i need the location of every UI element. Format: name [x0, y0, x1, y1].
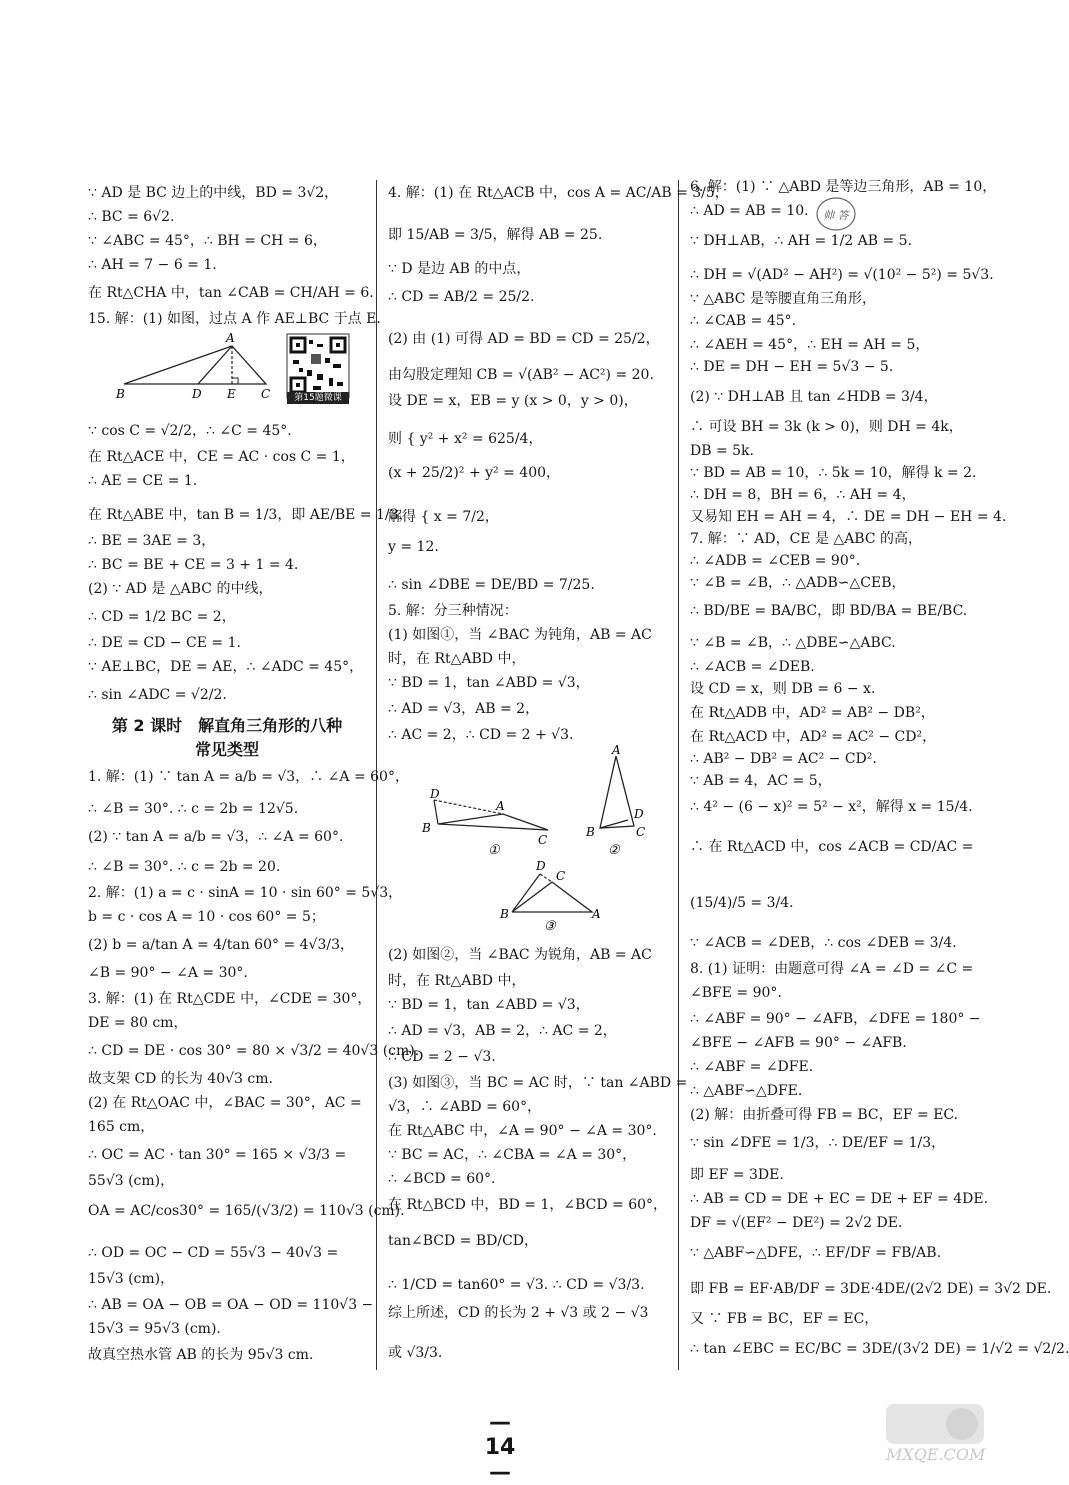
text-line: ∵ BD = 1，tan ∠ABD = √3，: [388, 675, 590, 691]
text-line: 即 EF = 3DE.: [690, 1167, 784, 1183]
text-line: ∴ CD = 1/2 BC = 2，: [88, 609, 236, 625]
text-line: √3，∴ ∠ABD = 60°，: [388, 1099, 542, 1115]
label-b: B: [500, 907, 509, 921]
text-line: 在 Rt△CHA 中，tan ∠CAB = CH/AH = 6.: [88, 285, 374, 301]
text-line: ∴ CD = AB/2 = 25/2.: [388, 289, 535, 305]
text-line: ∴ AB² − DB² = AC² − CD².: [690, 751, 877, 767]
watermark-text: MXQE.COM: [886, 1445, 986, 1464]
text-line: 165 cm，: [88, 1119, 155, 1135]
text-line: 时，在 Rt△ABD 中，: [388, 651, 526, 667]
text-line: 8. (1) 证明：由题意可得 ∠A = ∠D = ∠C =: [690, 961, 974, 977]
label-d: D: [192, 387, 202, 401]
qr-code-label: 第15题微课: [287, 392, 349, 404]
text-line: 在 Rt△ABE 中，tan B = 1/3，即 AE/BE = 1/3，: [88, 507, 413, 523]
label-d: D: [536, 859, 546, 873]
text-line: ∵ ∠ACB = ∠DEB，∴ cos ∠DEB = 3/4.: [690, 935, 957, 951]
text-line: (2) ∵ DH⊥AB 且 tan ∠HDB = 3/4，: [690, 389, 938, 405]
text-line: ∴ CD = DE · cos 30° = 80 × √3/2 = 40√3 (cm).: [88, 1043, 420, 1059]
text-line: 综上所述，CD 的长为 2 + √3 或 2 − √3: [388, 1305, 649, 1321]
text-line: ∴ OD = OC − CD = 55√3 − 40√3 =: [88, 1245, 339, 1261]
text-line: ∴ AH = 7 − 6 = 1.: [88, 257, 217, 273]
figure-problem-15: [108, 332, 278, 400]
text-line: (2) 解：由折叠可得 FB = BC，EF = EC.: [690, 1107, 959, 1123]
text-line: ∴ ∠ABF = ∠DFE.: [690, 1059, 814, 1075]
text-line: ∴ 可设 BH = 3k (k > 0)，则 DH = 4k，: [690, 419, 963, 435]
column-divider-2: [678, 180, 679, 1370]
text-line: 故真空热水管 AB 的长为 95√3 cm.: [88, 1347, 314, 1363]
text-line: (2) ∵ tan A = a/b = √3，∴ ∠A = 60°.: [88, 829, 344, 845]
text-line: ∴ AE = CE = 1.: [88, 473, 198, 489]
page-number: — 14 —: [484, 1410, 516, 1485]
text-line: ∴ BC = BE + CE = 3 + 1 = 4.: [88, 557, 299, 573]
text-line: 设 DE = x，EB = y (x > 0，y > 0)，: [388, 393, 638, 409]
text-line: ∵ sin ∠DFE = 1/3，∴ DE/EF = 1/3，: [690, 1135, 946, 1151]
text-line: (2) 由 (1) 可得 AD = BD = CD = 25/2，: [388, 331, 660, 347]
text-line: 在 Rt△ACD 中，AD² = AC² − CD²，: [690, 729, 937, 745]
text-line: ∵ ∠B = ∠B，∴ △DBE∽△ABC.: [690, 635, 896, 651]
stamp-text: 帅 答: [823, 209, 849, 222]
text-line: ∵ D 是边 AB 的中点，: [388, 261, 531, 277]
text-line: ∴ BE = 3AE = 3，: [88, 533, 216, 549]
text-line: 由勾股定理知 CB = √(AB² − AC²) = 20.: [388, 367, 654, 383]
text-line: 设 CD = x，则 DB = 6 − x.: [690, 681, 876, 697]
text-line: ∴ DH = √(AD² − AH²) = √(10² − 5²) = 5√3.: [690, 267, 994, 283]
text-line: ∴ ∠BCD = 60°.: [388, 1171, 496, 1187]
text-line: 在 Rt△ADB 中，AD² = AB² − DB²，: [690, 705, 935, 721]
text-line: ∴ ∠ADB = ∠CEB = 90°.: [690, 553, 861, 569]
text-line: ∴ OC = AC · tan 30° = 165 × √3/3 =: [88, 1147, 347, 1163]
text-line: ∴ DE = CD − CE = 1.: [88, 635, 241, 651]
text-line: 或 √3/3.: [388, 1345, 443, 1361]
text-line: ∵ BD = 1，tan ∠ABD = √3，: [388, 997, 590, 1013]
text-line: ∴ tan ∠EBC = EC/BC = 3DE/(3√2 DE) = 1/√2 = √2/2.: [690, 1341, 1069, 1357]
text-line: OA = AC/cos30° = 165/(√3/2) = 110√3 (cm).: [88, 1203, 405, 1219]
text-line: ∴ sin ∠DBE = DE/BD = 7/25.: [388, 577, 595, 593]
text-line: (2) ∵ AD 是 △ABC 的中线，: [88, 581, 273, 597]
text-line: ∴ ∠AEH = 45°，∴ EH = AH = 5，: [690, 337, 930, 353]
figure-caption-3: ③: [544, 919, 556, 934]
text-line: y = 12.: [388, 539, 439, 555]
label-a: A: [592, 907, 601, 921]
text-line: 15. 解：(1) 如图，过点 A 作 AE⊥BC 于点 E.: [88, 311, 381, 327]
label-d: D: [430, 787, 440, 801]
text-line: (3) 如图③，当 BC = AC 时，∵ tan ∠ABD =: [388, 1075, 688, 1091]
text-line: ∴ AB = CD = DE + EC = DE + EF = 4DE.: [690, 1191, 989, 1207]
text-line: ∴ 4² − (6 − x)² = 5² − x²，解得 x = 15/4.: [690, 799, 973, 815]
text-line: 即 FB = EF·AB/DF = 3DE·4DE/(2√2 DE) = 3√2 DE.: [690, 1281, 1052, 1297]
text-line: ∴ sin ∠ADC = √2/2.: [88, 687, 227, 703]
label-b: B: [586, 825, 595, 839]
figure-caption-1: ①: [488, 843, 500, 858]
text-line: (2) 如图②，当 ∠BAC 为锐角，AB = AC: [388, 947, 652, 963]
text-line: 15√3 (cm)，: [88, 1271, 175, 1287]
label-c: C: [261, 387, 271, 401]
text-line: ∴ AB = OA − OB = OA − OD = 110√3 −: [88, 1297, 374, 1313]
text-line: (2) 在 Rt△OAC 中，∠BAC = 30°，AC =: [88, 1095, 362, 1111]
text-line: ∴ DH = 8，BH = 6，∴ AH = 4，: [690, 487, 916, 503]
text-line: 2. 解：(1) a = c · sinA = 10 · sin 60° = 5√3，: [88, 885, 403, 901]
text-line: 又 ∵ FB = BC，EF = EC，: [690, 1311, 879, 1327]
text-line: 则 { y² + x² = 625/4，: [388, 431, 543, 447]
text-line: 5. 解：分三种情况：: [388, 603, 518, 619]
text-line: ∵ BD = AB = 10，∴ 5k = 10，解得 k = 2.: [690, 465, 977, 481]
text-line: ∵ AB = 4，AC = 5，: [690, 773, 832, 789]
text-line: tan∠BCD = BD/CD，: [388, 1233, 539, 1249]
text-line: 在 Rt△BCD 中，BD = 1，∠BCD = 60°，: [388, 1197, 668, 1213]
watermark-logo-icon: [880, 1400, 990, 1466]
label-a: A: [496, 799, 505, 813]
text-line: ∴ ∠CAB = 45°.: [690, 313, 797, 329]
text-line: ∴ BD/BE = BA/BC，即 BD/BA = BE/BC.: [690, 603, 968, 619]
text-line: ∠BFE = 90°.: [690, 985, 782, 1001]
label-a: A: [612, 743, 621, 757]
text-line: ∵ AD 是 BC 边上的中线，BD = 3√2，: [88, 185, 339, 201]
text-line: DE = 80 cm，: [88, 1015, 188, 1031]
text-line: (2) b = a/tan A = 4/tan 60° = 4√3/3，: [88, 937, 354, 953]
label-b: B: [422, 821, 431, 835]
label-b: B: [116, 387, 125, 401]
text-line: 1. 解：(1) ∵ tan A = a/b = √3，∴ ∠A = 60°，: [88, 769, 409, 785]
label-a: A: [226, 331, 235, 345]
text-line: 又易知 EH = AH = 4，∴ DE = DH − EH = 4.: [690, 509, 1007, 525]
label-c: C: [636, 825, 646, 839]
text-line: ∵ AE⊥BC，DE = AE，∴ ∠ADC = 45°，: [88, 659, 364, 675]
handwritten-stamp-icon: [815, 195, 857, 233]
text-line: ∴ AD = √3，AB = 2，: [388, 701, 540, 717]
text-line: ∵ DH⊥AB，∴ AH = 1/2 AB = 5.: [690, 233, 913, 249]
figure-problem-5: [408, 743, 648, 934]
text-line: ∴ AD = √3，AB = 2，∴ AC = 2，: [388, 1023, 617, 1039]
text-line: ∴ ∠B = 30°. ∴ c = 2b = 20.: [88, 859, 281, 875]
text-line: ∴ AC = 2，∴ CD = 2 + √3.: [388, 727, 574, 743]
text-line: ∴ △ABF∽△DFE.: [690, 1083, 803, 1099]
text-line: 7. 解：∵ AD，CE 是 △ABC 的高，: [690, 531, 923, 547]
text-line: ∴ CD = 2 − √3.: [388, 1049, 496, 1065]
label-c: C: [538, 833, 548, 847]
text-line: ∠B = 90° − ∠A = 30°.: [88, 965, 248, 981]
text-line: ∵ △ABC 是等腰直角三角形，: [690, 291, 876, 307]
figure-caption-2: ②: [608, 843, 620, 858]
text-line: 3. 解：(1) 在 Rt△CDE 中，∠CDE = 30°，: [88, 991, 372, 1007]
text-line: DB = 5k.: [690, 443, 754, 459]
text-line: 解得 { x = 7/2，: [388, 509, 499, 525]
text-line: ∴ ∠ACB = ∠DEB.: [690, 659, 815, 675]
text-line: (1) 如图①，当 ∠BAC 为钝角，AB = AC: [388, 627, 652, 643]
text-line: 15√3 = 95√3 (cm).: [88, 1321, 221, 1337]
section-heading: 第 2 课时 解直角三角形的八种: [111, 716, 343, 735]
text-line: ∴ AD = AB = 10.: [690, 203, 809, 219]
text-line: ∵ ∠B = ∠B，∴ △ADB∽△CEB，: [690, 575, 906, 591]
text-line: ∴ BC = 6√2.: [88, 209, 175, 225]
text-line: ∠BFE − ∠AFB = 90° − ∠AFB.: [690, 1035, 907, 1051]
label-d: D: [634, 807, 644, 821]
text-line: ∴ ∠ABF = 90° − ∠AFB，∠DFE = 180° −: [690, 1011, 981, 1027]
text-line: ∴ 在 Rt△ACD 中，cos ∠ACB = CD/AC =: [690, 839, 974, 855]
text-line: 4. 解：(1) 在 Rt△ACB 中，cos A = AC/AB = 3/5，: [388, 185, 729, 201]
label-c: C: [556, 869, 566, 883]
text-line: 6. 解：(1) ∵ △ABD 是等边三角形，AB = 10，: [690, 179, 997, 195]
text-line: DF = √(EF² − DE²) = 2√2 DE.: [690, 1215, 903, 1231]
text-line: 即 15/AB = 3/5，解得 AB = 25.: [388, 227, 603, 243]
text-line: 故支架 CD 的长为 40√3 cm.: [88, 1071, 273, 1087]
text-line: 在 Rt△ACE 中，CE = AC · cos C = 1，: [88, 449, 355, 465]
label-e: E: [227, 387, 236, 401]
text-line: ∵ cos C = √2/2，∴ ∠C = 45°.: [88, 423, 292, 439]
text-line: ∴ 1/CD = tan60° = √3. ∴ CD = √3/3.: [388, 1277, 645, 1293]
text-line: b = c · cos A = 10 · cos 60° = 5；: [88, 909, 325, 925]
text-line: 在 Rt△ABC 中，∠A = 90° − ∠A = 30°.: [388, 1123, 657, 1139]
text-line: ∴ ∠B = 30°. ∴ c = 2b = 12√5.: [88, 801, 299, 817]
text-line: ∵ ∠ABC = 45°，∴ BH = CH = 6，: [88, 233, 327, 249]
text-line: ∵ △ABF∽△DFE，∴ EF/DF = FB/AB.: [690, 1245, 942, 1261]
text-line: ∴ DE = DH − EH = 5√3 − 5.: [690, 359, 894, 375]
text-line: ∵ BC = AC，∴ ∠CBA = ∠A = 30°，: [388, 1147, 637, 1163]
text-line: 55√3 (cm)，: [88, 1173, 175, 1189]
section-heading: 常见类型: [194, 740, 259, 759]
text-line: 时，在 Rt△ABD 中，: [388, 973, 526, 989]
text-line: (x + 25/2)² + y² = 400，: [388, 465, 561, 481]
text-line: (15/4)/5 = 3/4.: [690, 895, 794, 911]
